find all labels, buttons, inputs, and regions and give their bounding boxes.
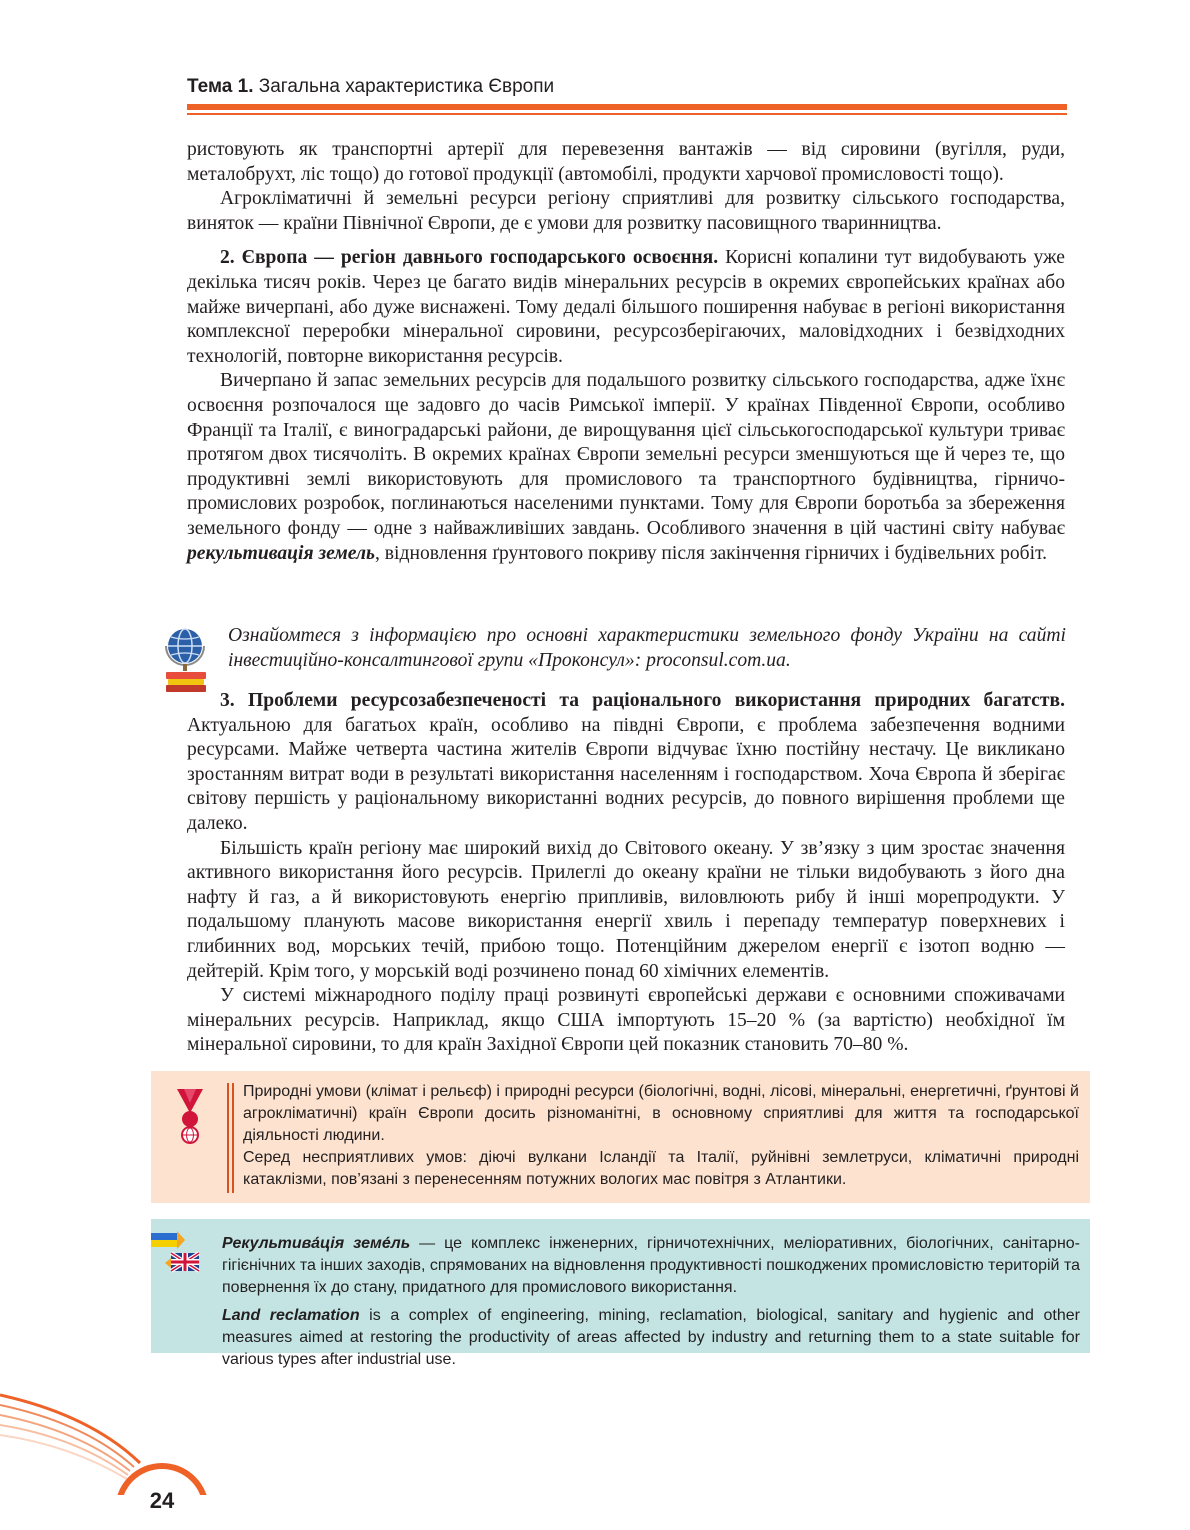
intro-paragraph-2: Агрокліматичні й земельні ресурси регіону сприятливі для розвитку сільського господарства, виняток — країни Північної Європи, де є умови для розвитку пасовищного тваринництва. xyxy=(187,188,1065,234)
section2-paragraph-1 xyxy=(187,246,1065,369)
section2-heading: 2. Європа — регіон давнього господарського освоєння. xyxy=(220,247,719,269)
info-note: Ознайомтеся з інформацією про основні характеристики земельного фонду України на сайті інвестиційно-консалтингової групи «Проконсул»: proconsul.com.ua. xyxy=(228,625,1066,671)
section3-paragraph-1 xyxy=(187,689,1065,837)
header-rule-thin xyxy=(187,113,1067,115)
term-recultivation: рекультивація земель xyxy=(187,542,375,564)
section3-p1-text: Актуальною для багатьох країн, особливо на півдні Європи, є проблема забезпечення водними ресурсами. Майже четверта частина жителів Європи відчуває їхню постійну нестачу. Це викликано зростанням витрат води в результаті використання населенням і господарством. Хоча Європа й зберігає світову першість у раціональному використанні водних ресурсів, до повного вирішення проблеми ще далеко. xyxy=(187,714,1065,834)
section3-heading: 3. Проблеми ресурсозабезпеченості та раціонального використання природних багатств. xyxy=(220,690,1065,711)
page-corner-swoosh xyxy=(0,1375,220,1495)
summary-bar-1 xyxy=(227,1083,229,1193)
main-text-block-2 xyxy=(187,689,1065,1058)
glossary-text xyxy=(222,1233,1080,1371)
medal-icon xyxy=(175,1085,205,1147)
glossary-uk-definition: — це комплекс інженерних, гірничотехнічних, меліоративних, біологічних, санітарно-гігієнічних та інших заходів, спрямованих на відновлення продуктивності пошкоджених промисловістю територій та повернення їх до стану, придатного для промислового використання. xyxy=(222,1235,1081,1296)
glossary-box xyxy=(151,1219,1090,1368)
section2-p2-tail: , відновлення ґрунтового покриву після закінчення гірничих і будівельних робіт. xyxy=(375,542,1048,564)
intro-paragraph-1: ристовують як транспортні артерії для перевезення вантажів — від сировини (вугілля, руди, металобрухт, ліс тощо) до готової продукції (автомобілі, продукти харчової промисловості тощо). xyxy=(187,139,1065,185)
main-text-block-1 xyxy=(187,138,1065,566)
page-number: 24 xyxy=(149,1488,175,1513)
summary-paragraph-2: Серед несприятливих умов: діючі вулкани Ісландії та Італії, руйнівні землетруси, кліматичні природні катаклізми, пов’язані з перенесенням потужних вологих мас повітря з Атлантики. xyxy=(243,1149,1079,1188)
summary-paragraph-1: Природні умови (клімат і рельєф) і природні ресурси (біологічні, водні, лісові, мінеральні, енергетичні, ґрунтові й агрокліматичні) країн Європи досить різноманітні, в основному сприятливі для життя та господарської діяльності людини. xyxy=(243,1083,1079,1144)
flags-icon xyxy=(151,1229,203,1275)
topic-title: Загальна характеристика Європи xyxy=(258,76,555,97)
glossary-en-definition: is a complex of engineering, mining, reclamation, biological, sanitary and hygienic and other measures aimed at restoring the productivity of areas affected by industry and returning them to a state suitable for various types after industrial use. xyxy=(222,1307,1080,1368)
section3-paragraph-3: У системі міжнародного поділу праці розвинуті європейські держави є основними споживачами мінеральних ресурсів. Наприклад, якщо США імпортують 15–20 % (за вартістю) необхідної їм мінеральної сировини, то для країн Західної Європи цей показник становить 70–80 %. xyxy=(187,985,1065,1056)
topic-label: Тема 1. xyxy=(187,76,254,97)
summary-text xyxy=(243,1081,1079,1191)
glossary-uk xyxy=(222,1233,1080,1299)
glossary-uk-term: Рекультива́ція земе́ль xyxy=(222,1235,411,1252)
glossary-en-term: Land reclamation xyxy=(222,1307,360,1324)
section2-paragraph-2 xyxy=(187,369,1065,566)
globe-books-icon xyxy=(163,626,209,694)
section3-paragraph-2: Більшість країн регіону має широкий вихід до Світового океану. У зв’язку з цим зростає значення активного використання його ресурсів. Прилеглі до океану країни не тільки видобувають з його дна нафту й газ, а й використовують енергію припливів, виловлюють рибу й інші морепродукти. У подальшому планують масове використання енергії хвиль і перепаду температур поверхневих і глибинних вод, морських течій, прибою тощо. Потенційним джерелом енергії є ізотоп водню — дейтерій. Крім того, у морській воді розчинено понад 60 хімічних елементів. xyxy=(187,837,1065,982)
glossary-en xyxy=(222,1305,1080,1371)
header-rule-thick xyxy=(187,104,1067,110)
summary-bar-2 xyxy=(232,1083,234,1193)
section2-p1-text: Корисні копалини тут видобувають уже декілька тисяч років. Через це багато видів мінеральних ресурсів в окремих європейських країнах або майже вичерпані, або дуже виснажені. Тому дедалі більшого поширення набуває в регіоні використання комплексної переробки мінеральної сировини, ресурсозберігаючих, маловідходних і безвідходних технологій, повторне використання ресурсів. xyxy=(187,247,1066,367)
section2-p2-text: Вичерпано й запас земельних ресурсів для подальшого розвитку сільського господарства, адже їхнє освоєння розпочалося ще задовго до часів Римської імперії. У країнах Південної Європи, особливо Франції та Італії, є виноградарські райони, де вирощування цієї сільськогосподарської культури триває протягом двох тисячоліть. В окремих країнах Європи земельні ресурси зменшуються ще й через те, що продуктивні землі використовують для промислового та транспортного будівництва, гірничо-промислових розробок, поглинаються населеними пунктами. Тому для Європи боротьба за збереження земельного фонду — одне з найважливіших завдань. Особливого значення в цій частині світу набуває xyxy=(187,370,1065,539)
page-header xyxy=(187,76,554,98)
summary-box xyxy=(151,1071,1090,1203)
